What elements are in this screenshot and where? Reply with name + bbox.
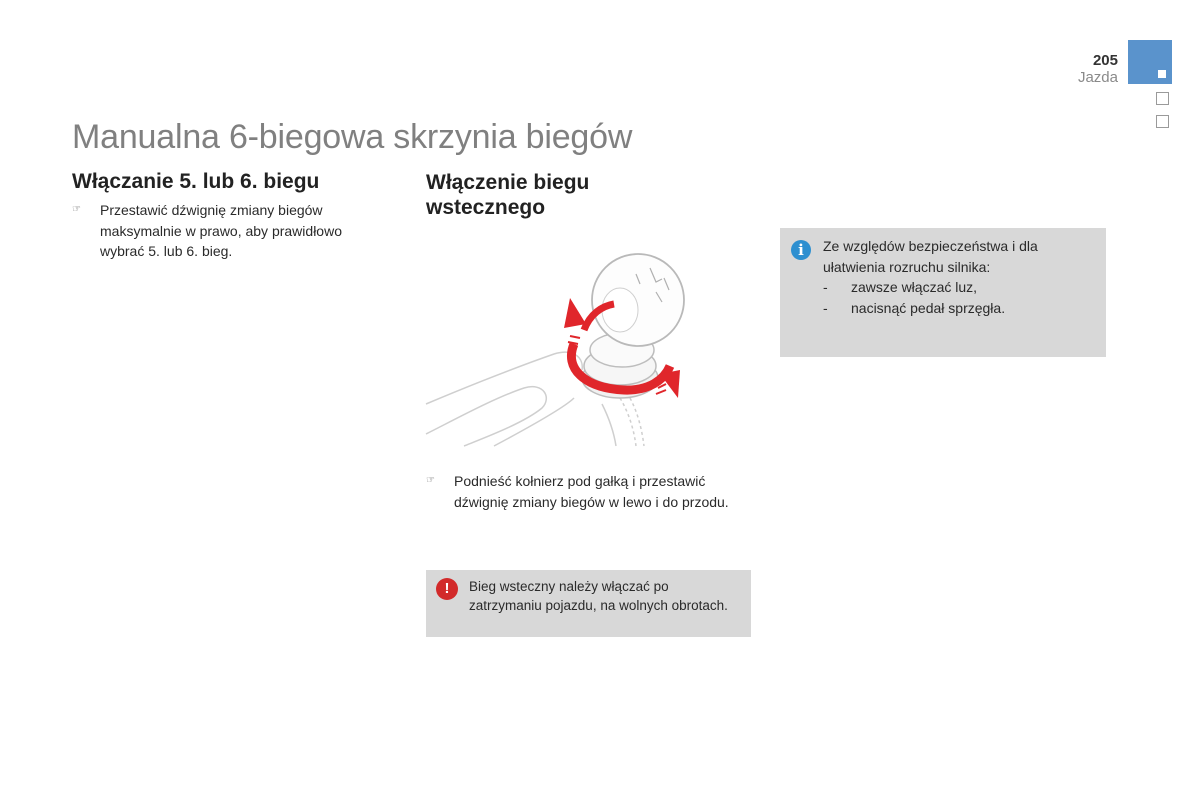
dash-mark: -	[823, 299, 828, 316]
bullet-hand-icon: ☞	[426, 475, 435, 486]
chapter-tab-empty	[1156, 92, 1169, 105]
gear-lever-reverse-illustration	[424, 248, 720, 448]
bullet-item	[72, 200, 372, 262]
info-icon: i	[791, 240, 811, 260]
bullet-hand-icon: ☞	[72, 204, 81, 215]
warning-text: Bieg wsteczny należy włączać po zatrzymaniu pojazdu, na wolnych obrotach.	[469, 579, 728, 613]
info-note	[780, 228, 1106, 357]
warning-icon: !	[436, 578, 458, 600]
section-heading-reverse-gear: Włączenie biegu wstecznego	[426, 171, 590, 219]
info-list-item-text: zawsze włączać luz,	[851, 279, 978, 295]
section-heading-5-6-gear: Włączanie 5. lub 6. biegu	[72, 170, 320, 193]
bullet-text: Podnieść kołnierz pod gałką i przestawić dźwignię zmiany biegów w lewo i do przodu.	[454, 473, 729, 510]
info-intro: Ze względów bezpieczeństwa i dla ułatwienia rozruchu silnika:	[823, 238, 1038, 275]
chapter-tab-active	[1128, 40, 1172, 84]
warning-note	[426, 570, 751, 637]
chapter-tab-empty	[1156, 115, 1169, 128]
bullet-item	[426, 471, 746, 512]
section-name: Jazda	[1077, 69, 1118, 86]
bullet-text: Przestawić dźwignię zmiany biegów maksymalnie w prawo, aby prawidłowo wybrać 5. lub 6. bieg.	[100, 202, 342, 259]
info-content	[823, 236, 1093, 318]
info-list-item-text: nacisnąć pedał sprzęgła.	[851, 299, 1006, 316]
info-list-item	[823, 277, 1093, 298]
page-number: 205	[1092, 52, 1118, 69]
dash-mark: -	[823, 279, 828, 295]
info-list-item	[823, 298, 1093, 319]
page-title: Manualna 6-biegowa skrzynia biegów	[72, 118, 633, 156]
